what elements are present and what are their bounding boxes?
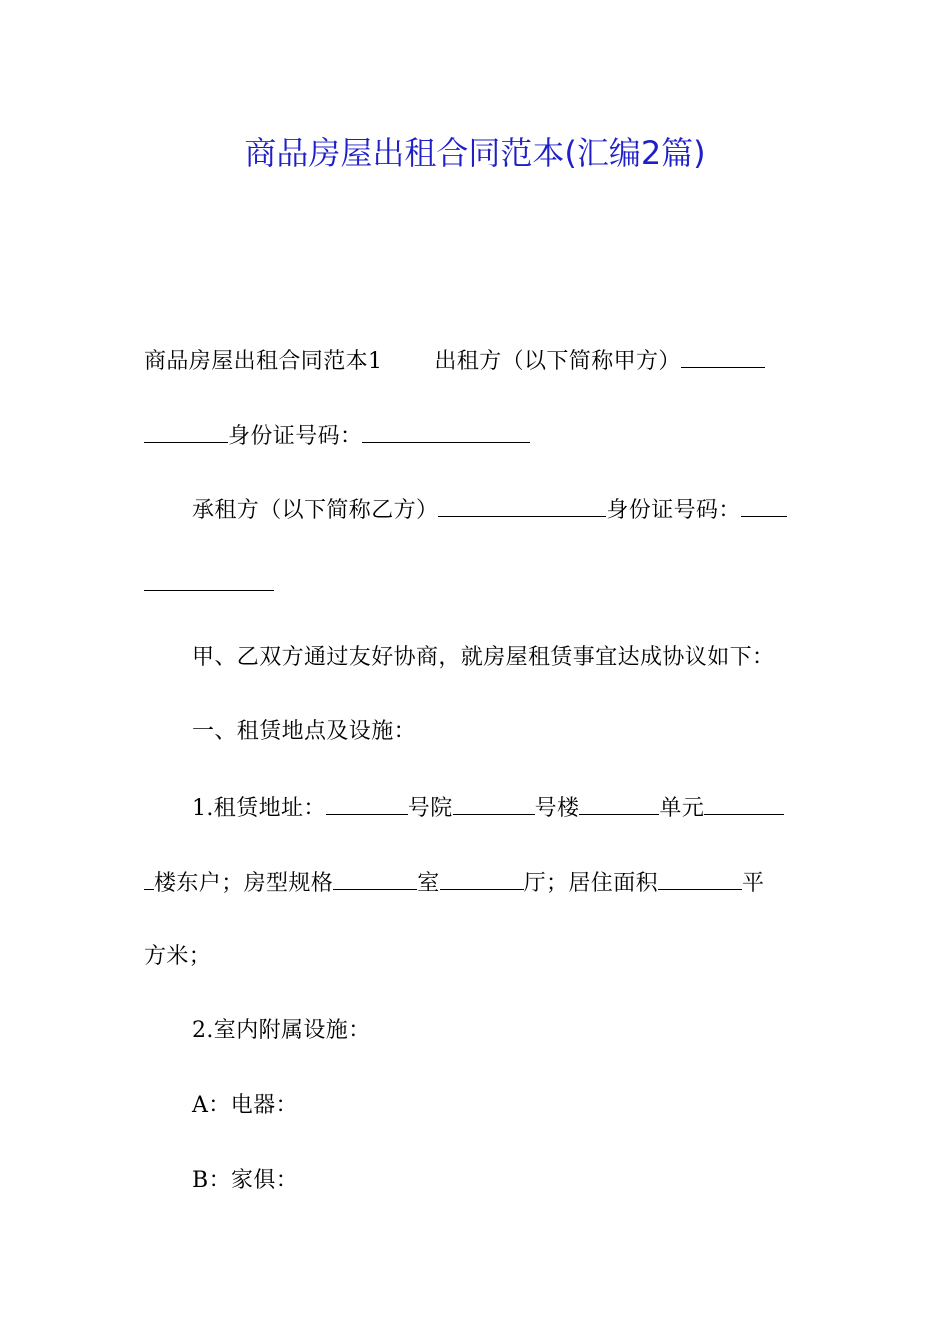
layout-label: 楼东户；房型规格	[154, 871, 334, 896]
id-number-label: 身份证号码：	[228, 424, 363, 449]
clause-heading: 一、租赁地点及设施：	[192, 719, 417, 744]
blank-field	[658, 867, 742, 890]
yard-label: 号院	[407, 796, 453, 821]
paragraph-line	[144, 420, 808, 452]
document-title: 商品房屋出租合同范本(汇编2篇)	[244, 134, 706, 172]
blank-field	[579, 792, 659, 815]
blank-field	[333, 867, 417, 890]
paragraph-line	[144, 568, 808, 600]
facilities-heading: 2.室内附属设施：	[192, 1018, 371, 1043]
blank-field	[144, 420, 228, 443]
blank-field	[326, 792, 408, 815]
unit-label: 单元	[659, 796, 705, 821]
address-label: 1.租赁地址：	[192, 796, 326, 821]
blank-field	[453, 792, 535, 815]
paragraph-line	[144, 345, 808, 377]
blank-field	[741, 494, 787, 517]
blank-field	[438, 494, 606, 517]
unit-text: 方米；	[144, 944, 212, 969]
blank-field	[362, 420, 530, 443]
section-heading: 商品房屋出租合同范本1	[144, 349, 383, 374]
paragraph-line	[144, 792, 808, 824]
building-label: 号楼	[534, 796, 580, 821]
paragraph-line	[144, 942, 808, 972]
id-number-label: 身份证号码：	[606, 498, 741, 523]
area-label: 厅；居住面积	[523, 871, 659, 896]
paragraph-line	[144, 494, 808, 526]
paragraph-line	[144, 1166, 808, 1196]
paragraph-line	[144, 643, 808, 673]
agreement-intro: 甲、乙双方通过友好协商，就房屋租赁事宜达成协议如下：	[192, 645, 775, 670]
appliances-label: A：电器：	[192, 1093, 298, 1118]
blank-field	[144, 568, 274, 591]
furniture-label: B：家俱：	[192, 1168, 299, 1193]
lessor-label: 出租方（以下简称甲方）	[434, 349, 681, 374]
blank-field	[144, 867, 154, 890]
paragraph-line	[144, 1091, 808, 1121]
lessee-label: 承租方（以下简称乙方）	[192, 498, 439, 523]
room-label: 室	[417, 871, 440, 896]
blank-field	[681, 345, 765, 368]
blank-field	[704, 792, 784, 815]
paragraph-line	[144, 867, 808, 899]
blank-field	[440, 867, 524, 890]
paragraph-line	[144, 717, 808, 747]
paragraph-line	[144, 1016, 808, 1046]
unit-text: 平	[742, 871, 765, 896]
